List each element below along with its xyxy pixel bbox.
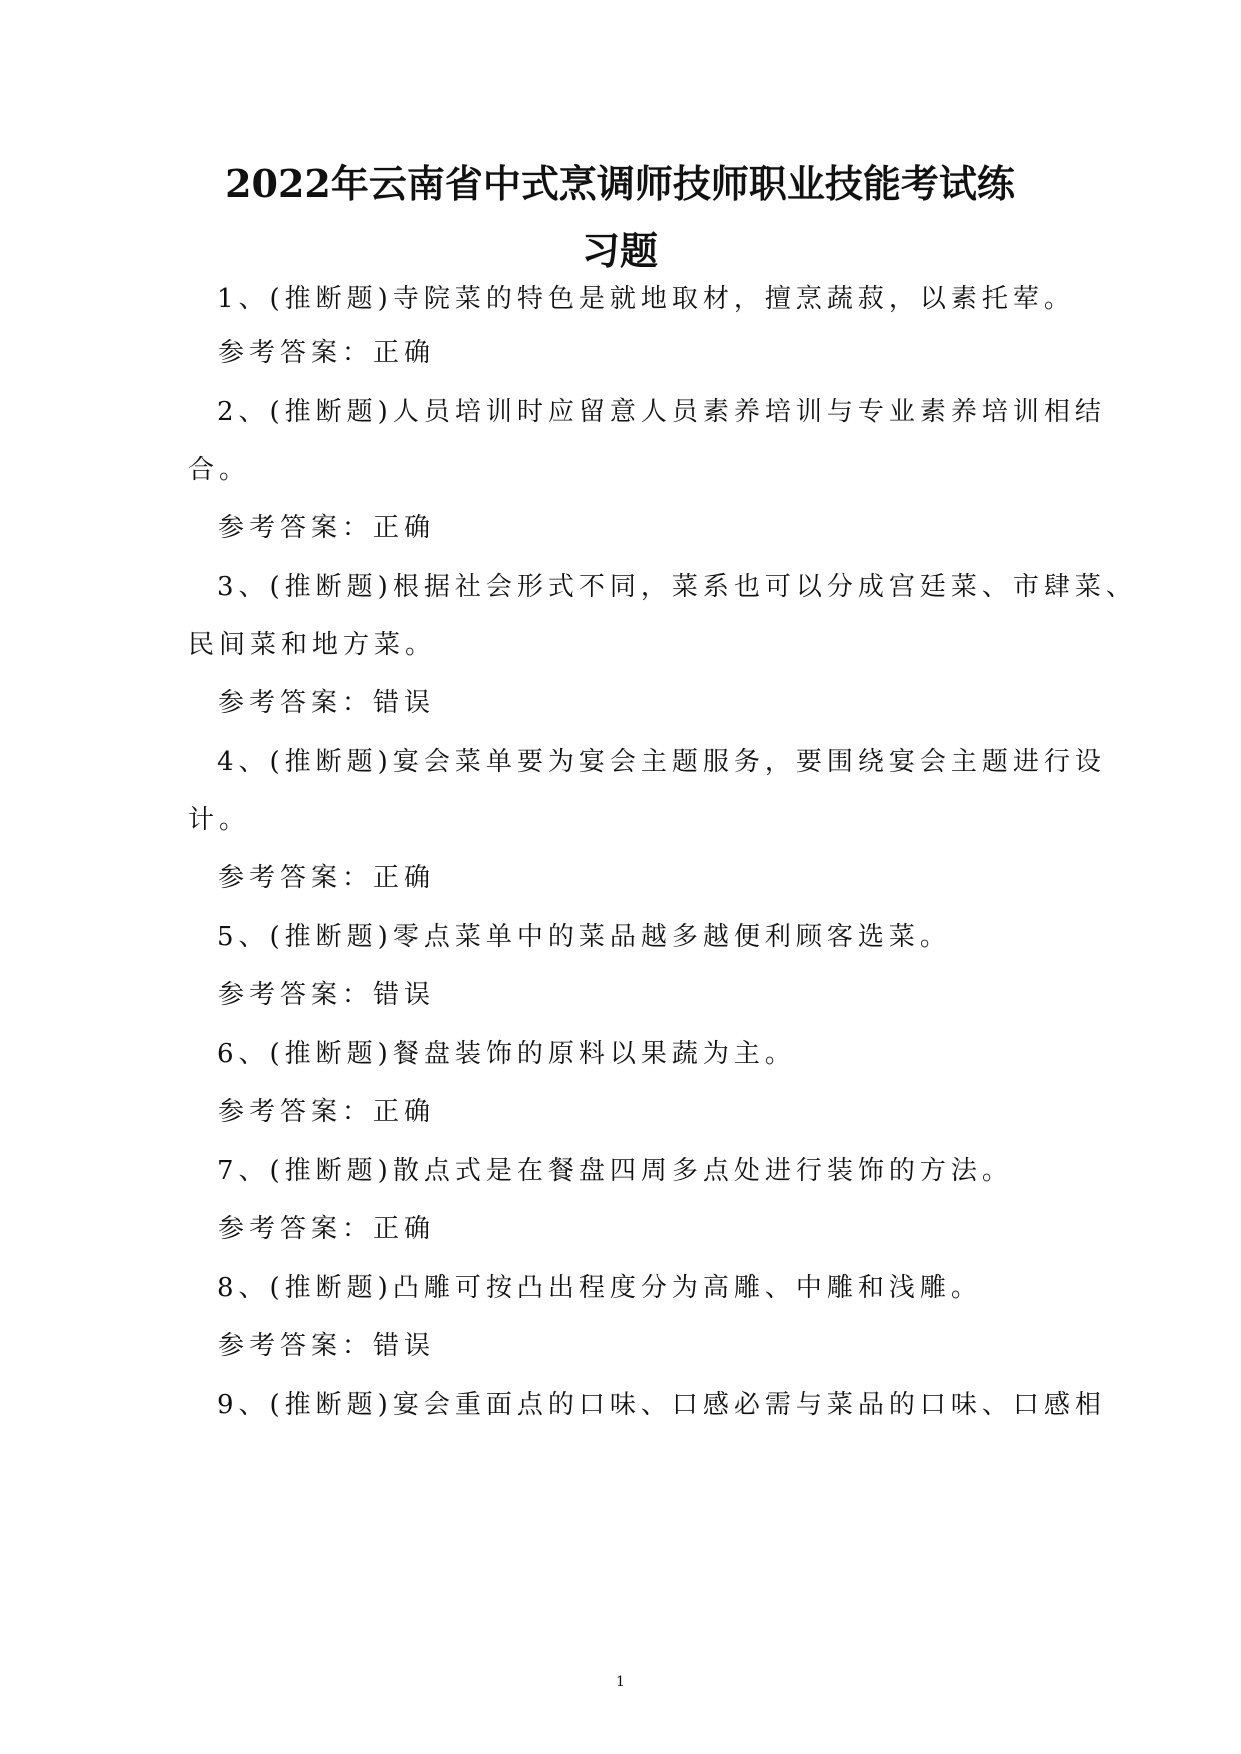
answer-3: 参考答案：错误 — [218, 688, 436, 718]
document-title-line-2: 习题 — [581, 228, 658, 273]
answer-1: 参考答案：正确 — [218, 338, 436, 368]
answer-6: 参考答案：正确 — [218, 1097, 436, 1127]
question-4: 4、(推断题)宴会菜单要为宴会主题服务，要围绕宴会主题进行设 — [217, 747, 1106, 777]
question-9: 9、(推断题)宴会重面点的口味、口感必需与菜品的口味、口感相 — [217, 1390, 1106, 1420]
question-3: 3、(推断题)根据社会形式不同，菜系也可以分成宫廷菜、市肆菜、 — [217, 572, 1137, 602]
question-8: 8、(推断题)凸雕可按凸出程度分为高雕、中雕和浅雕。 — [217, 1273, 982, 1303]
answer-8: 参考答案：错误 — [218, 1331, 436, 1361]
question-4-continued: 计。 — [188, 805, 251, 835]
question-5: 5、(推断题)零点菜单中的菜品越多越便利顾客选菜。 — [217, 922, 951, 952]
answer-2: 参考答案：正确 — [218, 513, 436, 543]
answer-7: 参考答案：正确 — [218, 1214, 436, 1244]
page-number: 1 — [616, 1674, 625, 1690]
answer-5: 参考答案：错误 — [218, 980, 436, 1010]
answer-4: 参考答案：正确 — [218, 863, 436, 893]
question-3-continued: 民间菜和地方菜。 — [188, 630, 437, 660]
document-title-line-1: 2022年云南省中式烹调师技师职业技能考试练 — [225, 161, 1015, 206]
question-6: 6、(推断题)餐盘装饰的原料以果蔬为主。 — [217, 1039, 796, 1069]
question-2-continued: 合。 — [188, 455, 251, 485]
question-2: 2、(推断题)人员培训时应留意人员素养培训与专业素养培训相结 — [217, 397, 1106, 427]
question-7: 7、(推断题)散点式是在餐盘四周多点处进行装饰的方法。 — [217, 1156, 1013, 1186]
question-1: 1、(推断题)寺院菜的特色是就地取材，擅烹蔬菽，以素托荤。 — [217, 284, 1075, 314]
